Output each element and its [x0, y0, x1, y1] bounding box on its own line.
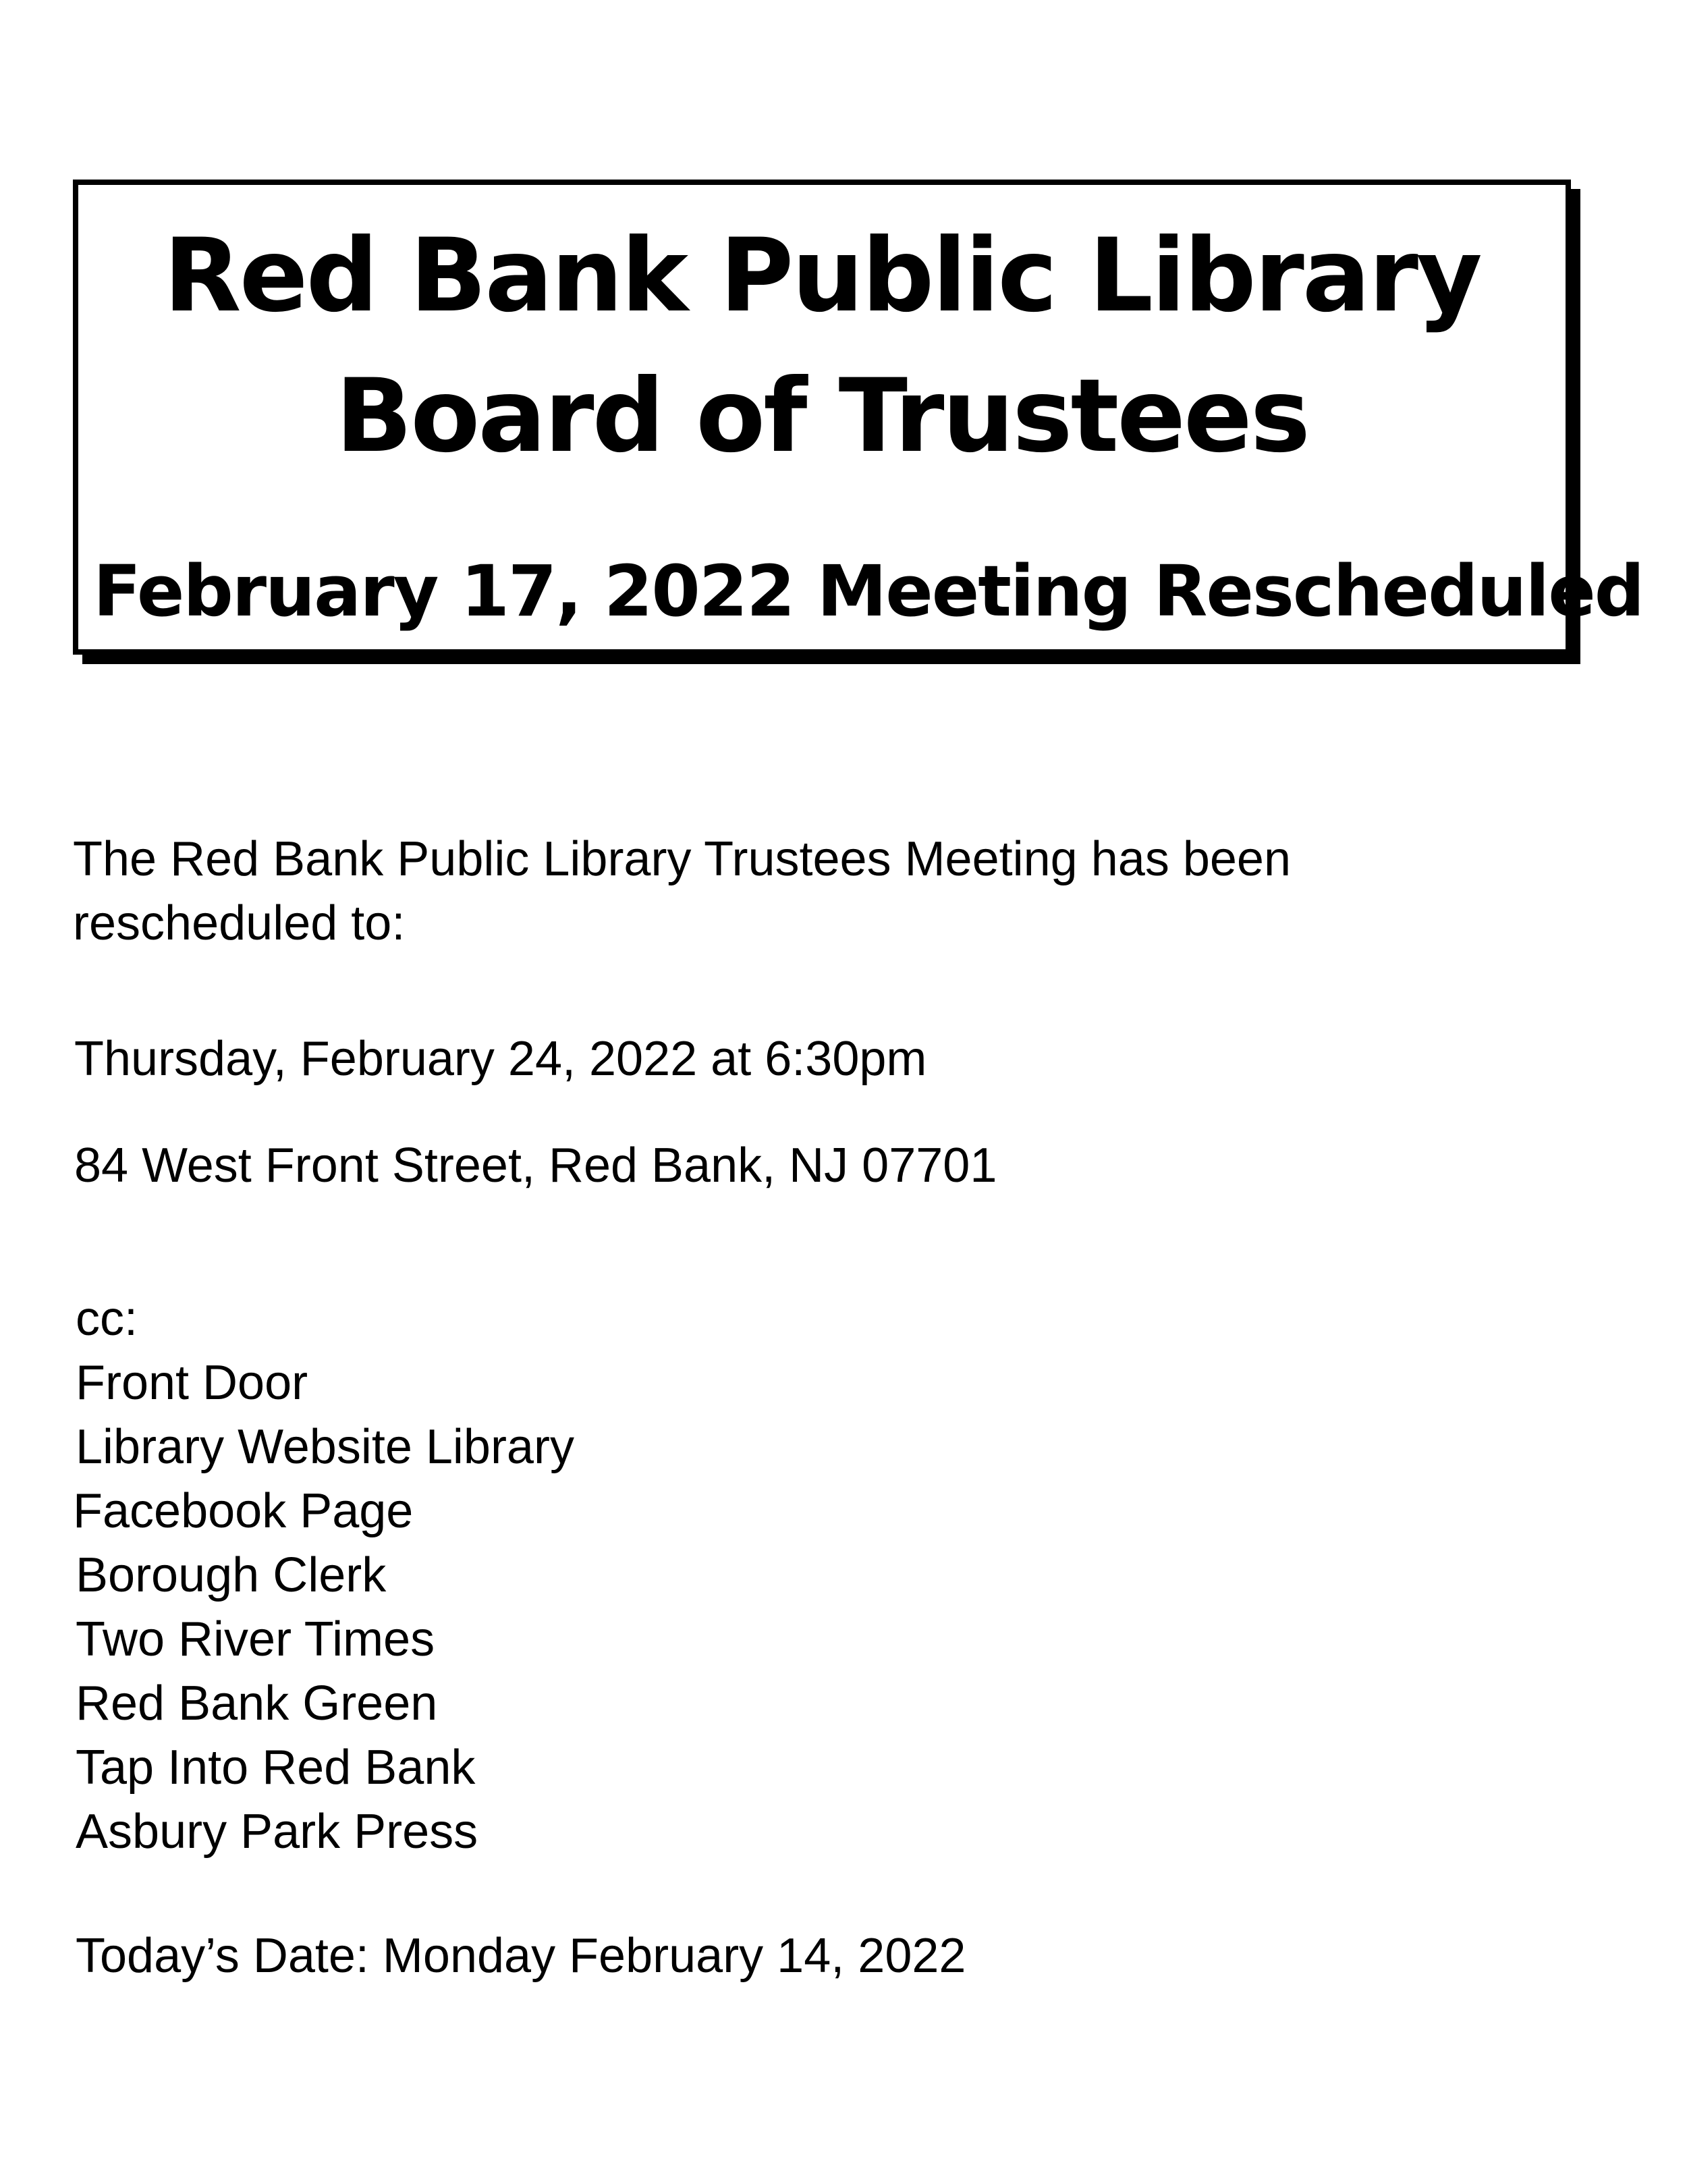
intro-line-1: The Red Bank Public Library Trustees Meeting has been	[73, 832, 1291, 886]
cc-recipient: Front Door	[76, 1356, 308, 1410]
meeting-address: 84 West Front Street, Red Bank, NJ 07701	[74, 1139, 997, 1193]
header-box	[73, 180, 1644, 655]
cc-recipient: Asbury Park Press	[76, 1805, 478, 1859]
cc-list	[73, 1287, 574, 1864]
meeting-rescheduled-subtitle: February 17, 2022 Meeting Rescheduled	[93, 550, 1644, 632]
intro-line-2: rescheduled to:	[73, 896, 406, 950]
cc-recipient: Tap Into Red Bank	[76, 1741, 476, 1795]
todays-date: Today’s Date: Monday February 14, 2022	[76, 1929, 966, 1983]
title-line-1: Red Bank Public Library	[163, 217, 1481, 335]
title-line-2: Board of Trustees	[335, 358, 1309, 475]
cc-recipient: Red Bank Green	[76, 1676, 438, 1730]
cc-recipient: Facebook Page	[73, 1484, 414, 1538]
cc-label: cc:	[76, 1292, 138, 1346]
cc-recipient: Two River Times	[76, 1612, 435, 1666]
meeting-time: Thursday, February 24, 2022 at 6:30pm	[74, 1032, 927, 1086]
cc-recipient: Library Website Library	[76, 1420, 574, 1474]
cc-recipient: Borough Clerk	[76, 1548, 387, 1602]
intro-paragraph	[73, 827, 1291, 956]
